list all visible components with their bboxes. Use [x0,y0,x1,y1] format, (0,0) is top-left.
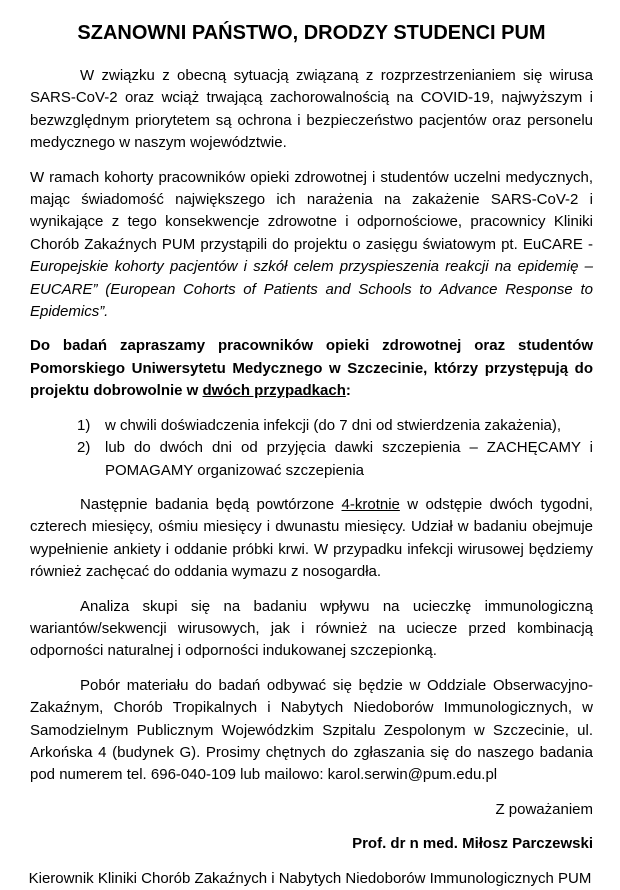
signature-name: Prof. dr n med. Miłosz Parczewski [352,835,593,853]
list-item-text: lub do dwóch dni od przyjęcia dawki szczepienia – ZACHĘCAMY i POMAGAMY organizować szczepienia [105,439,593,479]
invitation-text: Do badań zapraszamy pracowników opieki zdrowotnej oraz studentów Pomorskiego Uniwersytetu Medycznego w Szczecinie, którzy przystępują do projektu dobrowolnie w [30,337,593,400]
cases-list [77,415,593,482]
followup-pre-text: Następnie badania będą powtórzone [80,495,342,513]
analysis-paragraph: Analiza skupi się na badaniu wpływu na ucieczkę immunologiczną wariantów/sekwencji wirusowych, jak i również na uciecze przed kombinacją odporności naturalnej i odporności indukowanej szczepionką. [30,597,593,660]
list-item-text: w chwili doświadczenia infekcji (do 7 dni od stwierdzenia zakażenia), [105,416,562,434]
list-item-number: 2) [77,439,91,457]
two-cases-underlined: dwóch przypadkach [202,382,346,400]
page-title: SZANOWNI PAŃSTWO, DRODZY STUDENCI PUM [77,22,546,44]
signature-role: Kierownik Kliniki Chorób Zakaźnych i Nabytych Niedoborów Immunologicznych PUM [28,869,592,887]
four-times-underlined: 4-krotnie [341,495,400,513]
followup-post-text: w odstępie dwóch tygodni, czterech miesięcy, ośmiu miesięcy i dwunastu miesięcy. Udział w badaniu obejmuje wypełnienie ankiety i oddanie próbki krwi. W przypadku infekcji wirusowej będziemy również zachęcać do oddania wymazu z nosogardła. [30,495,593,581]
invitation-paragraph [30,335,593,402]
cohort-paragraph [30,167,593,324]
list-item [77,437,593,482]
intro-paragraph: W związku z obecną sytuacją związaną z rozprzestrzenianiem się wirusa SARS-CoV-2 oraz wciąż trwającą zachorowalnością na COVID-19, najwyższym i bezwzględnym priorytetem są ochrona i bezpieczeństwo pacjentów oraz personelu medycznego w naszym województwie. [30,67,593,152]
project-title-italic: Europejskie kohorty pacjentów i szkół celem przyspieszenia reakcji na epidemię – EUCARE” (European Cohorts of Patients and Schools to Advance Response to Epidemics”. [30,258,593,321]
followup-paragraph [30,494,593,584]
cohort-paragraph-text: W ramach kohorty pracowników opieki zdrowotnej i studentów uczelni medycznych, mając świadomość największego ich narażenia na zakażenie SARS-CoV-2 i wynikające z tego konsekwencje zdrowotne i odpornościowe, pracownicy Kliniki Chorób Zakaźnych PUM przystąpili do projektu o zasięgu światowym pt. EuCARE - [30,168,593,253]
invitation-colon: : [345,382,351,400]
location-contact-paragraph: Pobór materiału do badań odbywać się będzie w Oddziale Obserwacyjno-Zakaźnym, Chorób Tropikalnych i Nabytych Niedoborów Immunologicznych, w Samodzielnym Publicznym Wojewódzkim Szpitalu Zespolonym w Szczecinie, ul. Arkońska 4 (budynek G). Prosimy chętnych do zgłaszania się do naszego badania pod numerem tel. 696-040-109 lub mailowo: karol.serwin@pum.edu.pl [30,676,593,784]
closing-salutation: Z poważaniem [495,800,593,818]
list-item [77,415,593,437]
list-item-number: 1) [77,416,91,434]
